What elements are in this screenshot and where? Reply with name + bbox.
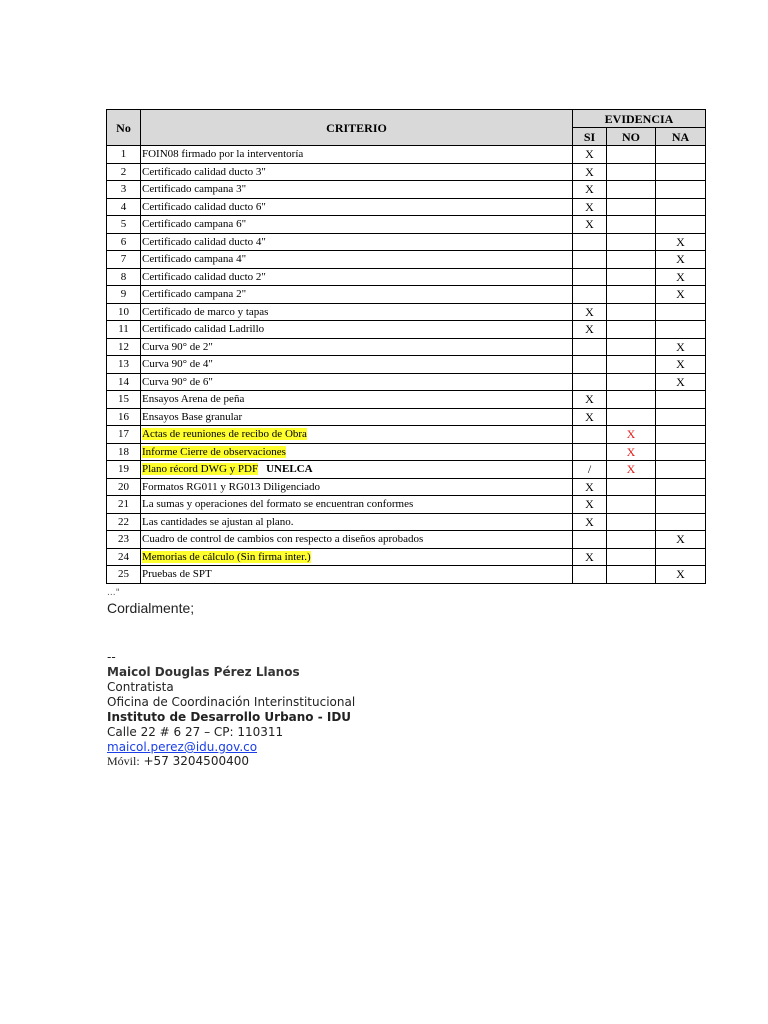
na-mark (656, 478, 706, 496)
criterio-text: Las cantidades se ajustan al plano. (142, 515, 294, 528)
criterio-text: Cuadro de control de cambios con respecto a diseños aprobados (142, 533, 424, 546)
na-mark (656, 198, 706, 216)
criterio-text: Ensayos Arena de peña (142, 393, 245, 406)
row-number: 8 (107, 268, 141, 286)
si-mark: X (573, 321, 607, 339)
no-mark (607, 216, 656, 234)
criterio-cell (141, 321, 573, 339)
criterio-text: Plano récord DWG y PDF (142, 463, 259, 476)
criterio-text: Ensayos Base granular (142, 410, 243, 423)
si-mark (573, 251, 607, 269)
no-mark (607, 146, 656, 164)
row-number: 17 (107, 426, 141, 444)
no-mark (607, 303, 656, 321)
table-row (107, 146, 706, 164)
table-row (107, 496, 706, 514)
no-mark (607, 286, 656, 304)
criterio-cell (141, 548, 573, 566)
no-mark (607, 548, 656, 566)
na-mark (656, 408, 706, 426)
na-mark (656, 426, 706, 444)
signature-office: Oficina de Coordinación Interinstitucional (107, 695, 356, 709)
no-mark: X (607, 426, 656, 444)
criterio-text: Certificado calidad ducto 3" (142, 165, 266, 178)
row-number: 13 (107, 356, 141, 374)
no-mark (607, 496, 656, 514)
no-mark (607, 566, 656, 584)
criterio-text: Curva 90° de 2" (142, 340, 213, 353)
row-number: 25 (107, 566, 141, 584)
table-row (107, 268, 706, 286)
si-mark (573, 356, 607, 374)
no-mark (607, 513, 656, 531)
na-mark (656, 443, 706, 461)
no-mark (607, 181, 656, 199)
table-row (107, 181, 706, 199)
criterio-text: Certificado calidad Ladrillo (142, 323, 265, 336)
row-number: 24 (107, 548, 141, 566)
si-mark: X (573, 478, 607, 496)
na-mark (656, 513, 706, 531)
criterio-cell (141, 163, 573, 181)
na-mark: X (656, 373, 706, 391)
table-row (107, 356, 706, 374)
closing-text: Cordialmente; (107, 600, 195, 616)
no-mark (607, 338, 656, 356)
row-number: 20 (107, 478, 141, 496)
na-mark (656, 216, 706, 234)
criterio-text: Curva 90° de 4" (142, 358, 213, 371)
no-mark (607, 356, 656, 374)
si-mark: X (573, 146, 607, 164)
no-mark: X (607, 443, 656, 461)
table-row (107, 286, 706, 304)
criterio-text: Actas de reuniones de recibo de Obra (142, 428, 307, 441)
row-number: 23 (107, 531, 141, 549)
quote-mark: ..." (107, 588, 120, 598)
si-mark: X (573, 181, 607, 199)
si-mark: X (573, 513, 607, 531)
si-mark: X (573, 548, 607, 566)
criterio-cell (141, 338, 573, 356)
row-number: 2 (107, 163, 141, 181)
row-number: 4 (107, 198, 141, 216)
table-row (107, 443, 706, 461)
phone-label: Móvil: (107, 754, 140, 768)
si-mark (573, 286, 607, 304)
criterio-cell (141, 181, 573, 199)
signature-name: Maicol Douglas Pérez Llanos (107, 665, 300, 679)
row-number: 7 (107, 251, 141, 269)
criterio-cell (141, 356, 573, 374)
criterio-cell (141, 531, 573, 549)
row-number: 3 (107, 181, 141, 199)
row-number: 14 (107, 373, 141, 391)
table-row (107, 548, 706, 566)
criterio-text: Certificado calidad ducto 6" (142, 200, 266, 213)
no-mark (607, 408, 656, 426)
row-number: 21 (107, 496, 141, 514)
na-mark (656, 496, 706, 514)
criterio-text: Certificado campana 4" (142, 253, 247, 266)
row-number: 16 (107, 408, 141, 426)
criterio-cell (141, 268, 573, 286)
na-mark: X (656, 286, 706, 304)
si-mark (573, 426, 607, 444)
si-mark (573, 531, 607, 549)
criterio-text: Memorias de cálculo (Sin firma inter.) (142, 550, 311, 563)
header-no-col: NO (607, 128, 656, 146)
table-row (107, 391, 706, 409)
criterio-cell (141, 443, 573, 461)
na-mark: X (656, 251, 706, 269)
no-mark (607, 251, 656, 269)
row-number: 11 (107, 321, 141, 339)
si-mark (573, 233, 607, 251)
table-row (107, 251, 706, 269)
no-mark (607, 163, 656, 181)
si-mark: X (573, 391, 607, 409)
row-number: 15 (107, 391, 141, 409)
si-mark: X (573, 303, 607, 321)
na-mark (656, 461, 706, 479)
criterio-cell (141, 496, 573, 514)
na-mark (656, 303, 706, 321)
row-number: 9 (107, 286, 141, 304)
na-mark: X (656, 268, 706, 286)
criterio-text: Pruebas de SPT (142, 568, 212, 581)
criterio-text: La sumas y operaciones del formato se encuentran conformes (142, 498, 414, 511)
criterio-text: Certificado campana 2" (142, 288, 247, 301)
si-mark (573, 443, 607, 461)
si-mark (573, 338, 607, 356)
row-number: 1 (107, 146, 141, 164)
na-mark (656, 548, 706, 566)
criterio-cell (141, 478, 573, 496)
table-row (107, 461, 706, 479)
signature-email-link[interactable]: maicol.perez@idu.gov.co (107, 740, 258, 754)
si-mark (573, 566, 607, 584)
signature-phone (107, 754, 249, 769)
table-row (107, 163, 706, 181)
criterio-text: Certificado calidad ducto 4" (142, 235, 266, 248)
no-mark (607, 391, 656, 409)
na-mark: X (656, 356, 706, 374)
no-mark (607, 233, 656, 251)
table-row (107, 303, 706, 321)
table-row (107, 566, 706, 584)
evidence-checklist-table (106, 109, 706, 584)
criterio-extra: UNELCA (266, 463, 313, 476)
header-evidencia: EVIDENCIA (573, 110, 706, 128)
table-row (107, 233, 706, 251)
na-mark (656, 163, 706, 181)
header-no: No (107, 110, 141, 146)
no-mark (607, 198, 656, 216)
signature-separator: -- (107, 650, 116, 664)
table-row (107, 513, 706, 531)
criterio-text: Informe Cierre de observaciones (142, 445, 286, 458)
table-row (107, 338, 706, 356)
criterio-cell (141, 513, 573, 531)
na-mark: X (656, 338, 706, 356)
criterio-text: Certificado calidad ducto 2" (142, 270, 266, 283)
table-row (107, 373, 706, 391)
no-mark (607, 268, 656, 286)
si-mark (573, 268, 607, 286)
table-row (107, 216, 706, 234)
row-number: 5 (107, 216, 141, 234)
criterio-text: Certificado campana 6" (142, 218, 247, 231)
signature-role: Contratista (107, 680, 174, 694)
na-mark (656, 391, 706, 409)
criterio-cell (141, 286, 573, 304)
si-mark: X (573, 198, 607, 216)
row-number: 22 (107, 513, 141, 531)
header-na: NA (656, 128, 706, 146)
signature-institution: Instituto de Desarrollo Urbano - IDU (107, 710, 352, 724)
table-row (107, 408, 706, 426)
no-mark: X (607, 461, 656, 479)
criterio-cell (141, 408, 573, 426)
no-mark (607, 531, 656, 549)
criterio-cell (141, 566, 573, 584)
row-number: 12 (107, 338, 141, 356)
na-mark: X (656, 233, 706, 251)
si-mark: X (573, 163, 607, 181)
table-row (107, 426, 706, 444)
na-mark (656, 321, 706, 339)
row-number: 19 (107, 461, 141, 479)
table-row (107, 478, 706, 496)
criterio-cell (141, 373, 573, 391)
criterio-cell (141, 233, 573, 251)
criterio-text: Formatos RG011 y RG013 Diligenciado (142, 480, 321, 493)
row-number: 18 (107, 443, 141, 461)
criterio-cell (141, 391, 573, 409)
criterio-cell (141, 461, 573, 479)
si-mark: X (573, 408, 607, 426)
criterio-cell (141, 303, 573, 321)
na-mark (656, 181, 706, 199)
row-number: 10 (107, 303, 141, 321)
si-mark: X (573, 216, 607, 234)
criterio-cell (141, 251, 573, 269)
na-mark: X (656, 531, 706, 549)
criterio-text: Certificado de marco y tapas (142, 305, 269, 318)
si-mark: / (573, 461, 607, 479)
table-row (107, 321, 706, 339)
no-mark (607, 478, 656, 496)
criterio-text: FOIN08 firmado por la interventoría (142, 148, 304, 161)
criterio-cell (141, 146, 573, 164)
header-si: SI (573, 128, 607, 146)
no-mark (607, 321, 656, 339)
si-mark (573, 373, 607, 391)
header-criterio: CRITERIO (141, 110, 573, 146)
table-row (107, 531, 706, 549)
criterio-cell (141, 216, 573, 234)
no-mark (607, 373, 656, 391)
si-mark: X (573, 496, 607, 514)
criterio-text: Curva 90° de 6" (142, 375, 213, 388)
signature-address: Calle 22 # 6 27 – CP: 110311 (107, 725, 284, 739)
criterio-text: Certificado campana 3" (142, 183, 247, 196)
row-number: 6 (107, 233, 141, 251)
na-mark (656, 146, 706, 164)
table-row (107, 198, 706, 216)
criterio-cell (141, 426, 573, 444)
criterio-cell (141, 198, 573, 216)
phone-number: +57 3204500400 (143, 754, 249, 768)
na-mark: X (656, 566, 706, 584)
